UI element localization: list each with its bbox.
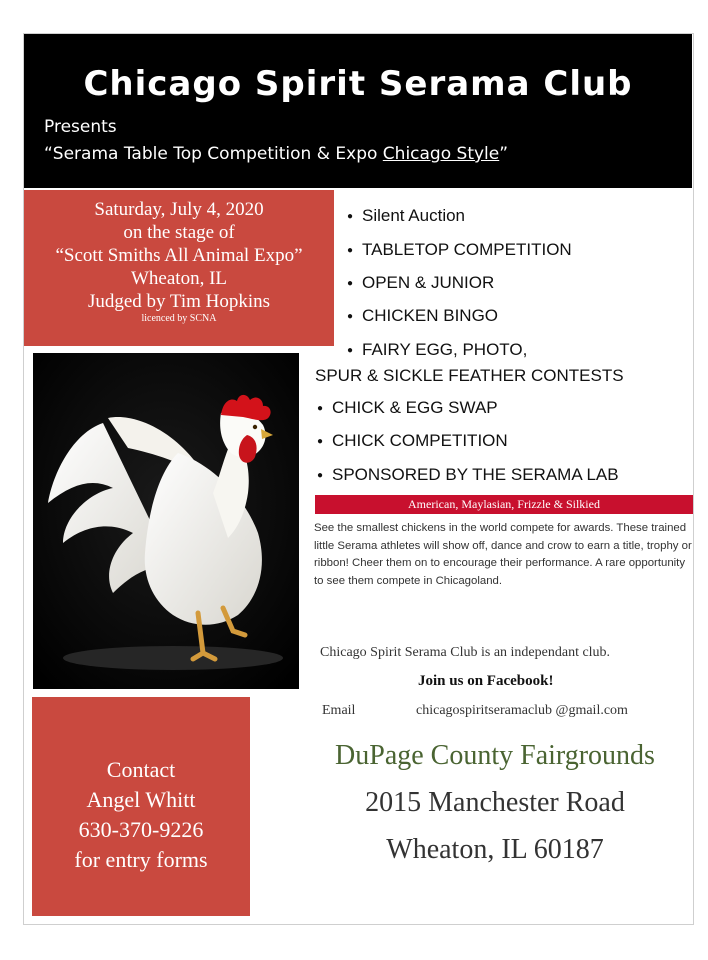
expo-name: “Scott Smiths All Animal Expo” [55,245,303,266]
event-date: Saturday, July 4, 2020 [94,199,264,220]
contact-name: Angel Whitt [86,787,196,812]
event-info-box [24,190,334,346]
breeds-bar: American, Maylasian, Frizzle & Silkied [315,495,693,514]
event-description: See the smallest chickens in the world compete for awards. These trained little Serama athletes will show off, dance and crow to earn a title, trophy or ribbon! Cheer them on to encourage their performance. A rare opportunity to see them compete in Chicagoland. [314,522,692,587]
rooster-photo [33,353,299,689]
licence-line: licenced by SCNA [141,313,217,324]
club-note: Chicago Spirit Serama Club is an independant club. [320,645,611,660]
list-item: ● CHICK & EGG SWAP [312,398,498,418]
email-link[interactable]: chicagospiritseramaclub @gmail.com [416,703,628,718]
subtitle-start: “Serama Table Top Competition & Expo [44,144,383,164]
contact-box [32,697,250,916]
email-label: Email [322,703,356,718]
bullet-icon: ● [346,211,354,223]
list-item: ● FAIRY EGG, PHOTO, [342,340,527,360]
contact-label: Contact [106,757,176,782]
list-item: ● TABLETOP COMPETITION [342,240,572,260]
list-item: ● CHICKEN BINGO [342,306,498,326]
bullet-icon: ● [316,403,324,415]
contact-phone[interactable]: 630-370-9226 [78,817,204,842]
bullet-icon: ● [316,470,324,482]
list-item: ● Silent Auction [342,206,465,226]
list-item: ● CHICK COMPETITION [312,431,508,451]
bullet-icon: ● [316,436,324,448]
bullet-icon: ● [346,245,354,257]
event-city: Wheaton, IL [130,268,227,289]
white-serama-rooster-icon [33,353,299,689]
stage-line: on the stage of [123,222,235,243]
list-item: SPUR & SICKLE FEATHER CONTESTS [315,366,624,385]
subtitle-end: ” [499,144,509,164]
event-subtitle [44,144,508,164]
subtitle-underlined: Chicago Style [382,144,500,164]
presents-label: Presents [44,117,117,137]
contact-note: for entry forms [74,847,208,872]
list-item: ● SPONSORED BY THE SERAMA LAB [312,465,619,485]
facebook-link[interactable]: Join us on Facebook! [418,673,554,689]
header-banner [24,34,692,188]
venue-street: 2015 Manchester Road [365,787,625,818]
list-item: ● OPEN & JUNIOR [342,273,494,293]
bullet-icon: ● [346,311,354,323]
venue-city-zip: Wheaton, IL 60187 [386,834,604,865]
bullet-icon: ● [346,345,354,357]
club-title: Chicago Spirit Serama Club [83,64,633,104]
bullet-icon: ● [346,278,354,290]
venue-name: DuPage County Fairgrounds [335,740,655,771]
judge-line: Judged by Tim Hopkins [87,291,271,312]
